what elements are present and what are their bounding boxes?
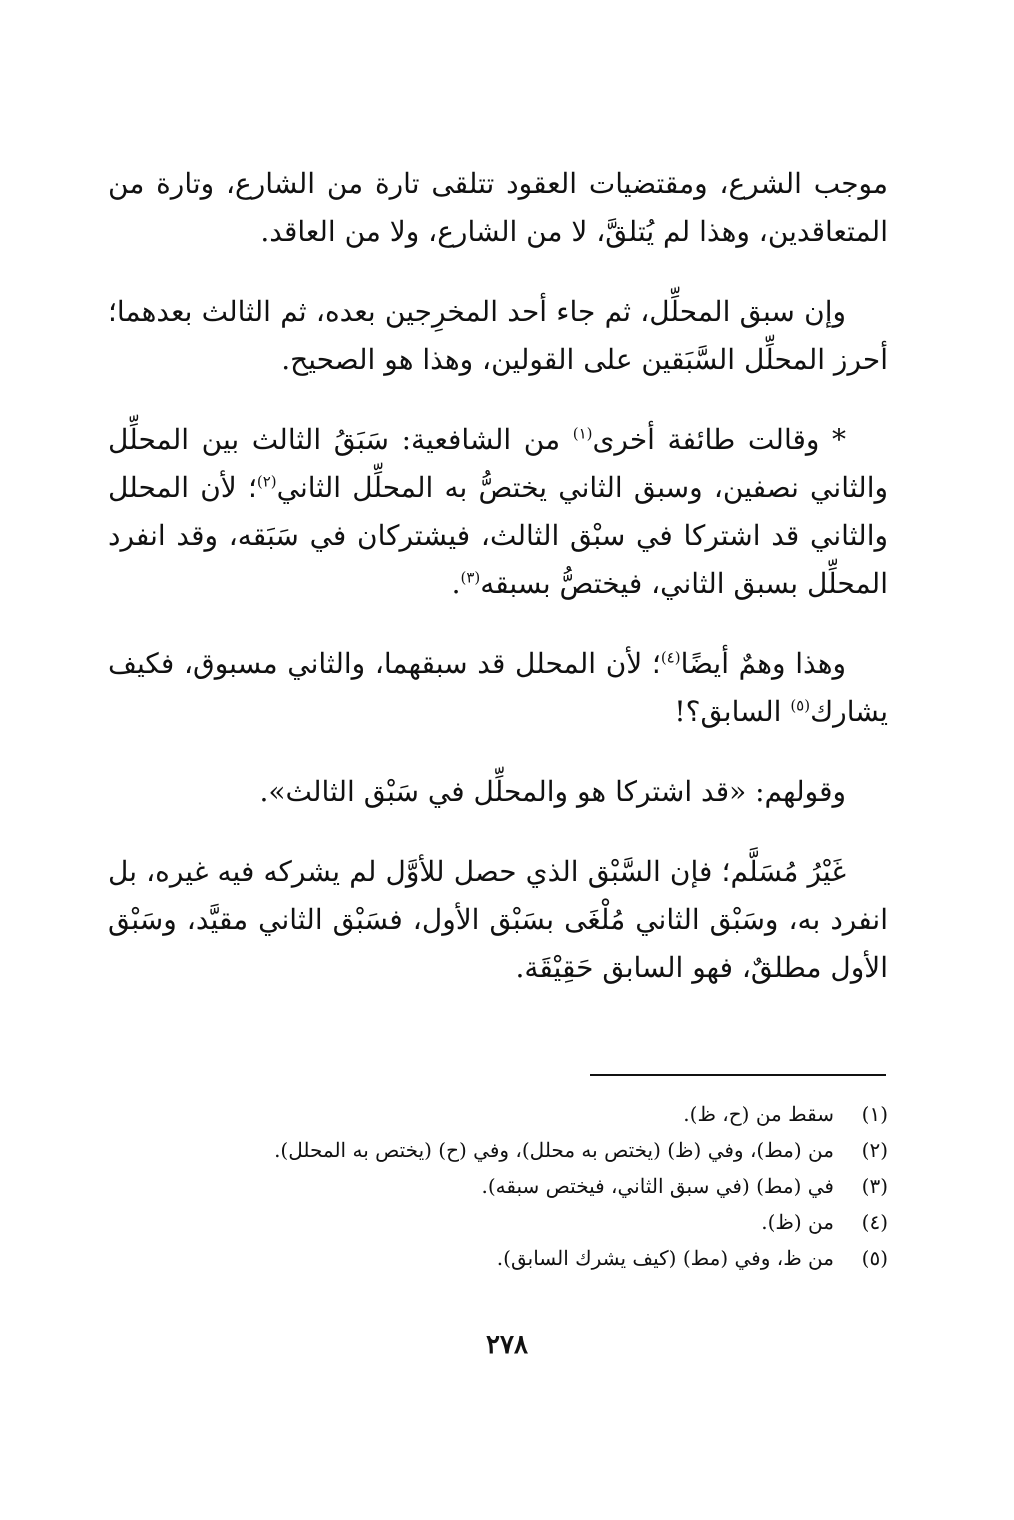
footnote-number: (٤) [861,1210,888,1234]
paragraph-text: وإن سبق المحلِّل، ثم جاء أحد المخرِجين بعده، ثم الثالث بعدهما؛ أحرز المحلِّل السَّبَقين على القولين، وهذا هو الصحيح. [108,295,888,376]
main-text [108,160,888,1024]
footnote-ref: (٢) [256,472,277,491]
paragraph [108,848,888,992]
footnote-text: في (مط) (في سبق الثاني، فيختص سبقه). [481,1174,834,1198]
paragraph-text: وقولهم: «قد اشتركا هو والمحلِّل في سَبْق الثالث». [259,775,846,808]
footnote [128,1132,888,1168]
page-number: ٢٧٨ [486,1330,528,1360]
paragraph-text: ؛ لأن المحلل قد سبقهما، والثاني مسبوق، فكيف يشارك [108,647,888,728]
paragraph-text: غَيْرُ مُسَلَّم؛ فإن السَّبْق الذي حصل للأوَّل لم يشركه فيه غيره، بل انفرد به، وسَبْق الثاني مُلْغَى بسَبْق الأول، فسَبْق الثاني مقيَّد، وسَبْق الأول مطلقٌ، فهو السابق حَقِيْقَة. [108,855,888,984]
footnote-number: (٥) [861,1246,888,1270]
footnote-number: (٣) [861,1174,888,1198]
footnote-number: (٢) [861,1138,888,1162]
footnote-text: من ظ، وفي (مط) (كيف يشرك السابق). [496,1246,834,1270]
footnote [128,1168,888,1204]
paragraph-text: موجب الشرع، ومقتضيات العقود تتلقى تارة من الشارع، وتارة من المتعاقدين، وهذا لم يُتلقَّ، لا من الشارع، ولا من العاقد. [108,167,888,248]
footnote [128,1096,888,1132]
footnote-number: (١) [861,1102,888,1126]
footnote-ref: (١) [572,424,593,443]
paragraph-text: * وقالت طائفة أخرى [592,423,846,456]
footnote [128,1204,888,1240]
footnote-separator [590,1074,886,1076]
paragraph [108,768,888,816]
footnote-ref: (٣) [460,568,481,587]
paragraph [108,640,888,736]
paragraph-text: وهذا وهمٌ أيضًا [680,647,846,680]
paragraph [108,416,888,608]
footnote-text: من (ظ). [761,1210,834,1234]
paragraph-text: . [451,567,461,600]
paragraph-text: ؛ لأن المحلل والثاني قد اشتركا في سبْق الثالث، فيشتركان في سَبَقه، وقد انفرد المحلِّل بسبق الثاني، فيختصُّ بسبقه [108,471,888,600]
footnote-text: سقط من (ح، ظ). [683,1102,834,1126]
footnote-ref: (٥) [790,696,811,715]
paragraph-text: السابق؟! [674,695,791,728]
footnote-ref: (٤) [660,648,681,667]
footnote [128,1240,888,1276]
paragraph-text: من الشافعية: سَبَقُ الثالث بين المحلِّل والثاني نصفين، وسبق الثاني يختصُّ به المحلِّل الثاني [108,423,889,504]
paragraph [108,288,888,384]
paragraph [108,160,888,256]
footnote-text: من (مط)، وفي (ظ) (يختص به محلل)، وفي (ح) (يختص به المحلل). [274,1138,834,1162]
footnotes [128,1096,888,1276]
